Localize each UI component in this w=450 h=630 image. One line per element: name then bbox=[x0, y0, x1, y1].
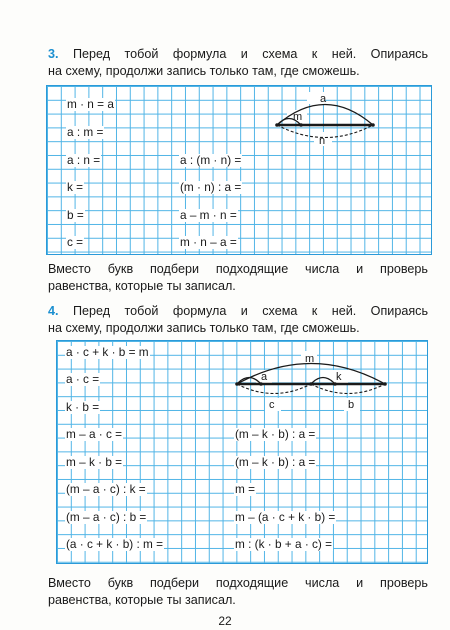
task4-formula-right-5: m : (k · b + a · c) = bbox=[235, 537, 333, 551]
task3-instruction-line2: на схему, продолжи запись только там, где сможешь. bbox=[48, 64, 360, 78]
task3-formula-left-4: k = bbox=[67, 180, 84, 194]
task4-formula-left-6: (m – a · c) : k = bbox=[66, 482, 146, 496]
task3-segment-scheme bbox=[267, 90, 387, 150]
task4-footer-line2: равенства, которые ты записал. bbox=[48, 593, 236, 607]
task4-formula-left-7: (m – a · c) : b = bbox=[66, 510, 147, 524]
task4-arc-c bbox=[237, 384, 311, 394]
task4-formula-right-1: (m – k · b) : a = bbox=[235, 427, 316, 441]
task4-label-k: k bbox=[336, 371, 342, 383]
task3-instruction-text: Перед тобой формула и схема к ней. Опираясь bbox=[72, 47, 429, 61]
task3-label-a: a bbox=[320, 93, 327, 105]
task4-formula-left-5: m – k · b = bbox=[66, 455, 123, 469]
task4-segment-scheme bbox=[229, 351, 394, 411]
task4-label-a: a bbox=[261, 371, 268, 383]
task4-instruction-line1 bbox=[48, 303, 428, 320]
task3-formula-left-6: c = bbox=[67, 235, 84, 249]
task3-formula-right-2: (m · n) : a = bbox=[180, 180, 242, 194]
task4-label-m: m bbox=[305, 353, 315, 365]
task3-footer-line2: равенства, которые ты записал. bbox=[48, 279, 236, 293]
task3-formula-left-5: b = bbox=[67, 208, 84, 222]
task3-formula-left-1: m · n = a bbox=[67, 97, 114, 111]
task4-formula-right-4: m – (a · c + k · b) = bbox=[235, 510, 336, 524]
task4-number: 4. bbox=[48, 304, 59, 318]
task3-formula-left-2: a : m = bbox=[67, 125, 104, 139]
task3-formula-right-4: m · n – a = bbox=[180, 235, 237, 249]
task3-footer-line1: Вместо букв подбери подходящие числа и проверь bbox=[48, 262, 428, 276]
task4-formula-left-8: (a · c + k · b) : m = bbox=[66, 537, 164, 551]
task4-grid bbox=[56, 340, 428, 564]
task4-instruction-line2: на схему, продолжи запись только там, где сможешь. bbox=[48, 321, 360, 335]
task4-formula-right-3: m = bbox=[235, 482, 255, 496]
task4-instruction-text: Перед тобой формула и схема к ней. Опираясь bbox=[72, 304, 429, 318]
task4-footer-line1: Вместо букв подбери подходящие числа и проверь bbox=[48, 576, 428, 590]
task4-label-b: b bbox=[348, 399, 355, 411]
task4-arc-b bbox=[311, 384, 385, 394]
task3-instruction-line1 bbox=[48, 46, 428, 63]
task3-formula-left-3: a : n = bbox=[67, 153, 101, 167]
task3-label-n: n bbox=[319, 135, 326, 147]
task3-grid bbox=[46, 85, 432, 255]
task3-formula-right-1: a : (m · n) = bbox=[180, 153, 242, 167]
task4-formula-right-2: (m – k · b) : a = bbox=[235, 455, 316, 469]
task3-number: 3. bbox=[48, 47, 59, 61]
task4-formula-left-1: a · c + k · b = m bbox=[66, 345, 149, 359]
task4-formula-left-3: k · b = bbox=[66, 400, 100, 414]
task3-formula-right-3: a – m · n = bbox=[180, 208, 237, 222]
task4-formula-left-4: m – a · c = bbox=[66, 427, 123, 441]
page-number: 22 bbox=[218, 614, 232, 628]
task4-label-c: c bbox=[269, 399, 275, 411]
task3-label-m: m bbox=[293, 111, 303, 123]
task4-formula-left-2: a · c = bbox=[66, 372, 100, 386]
